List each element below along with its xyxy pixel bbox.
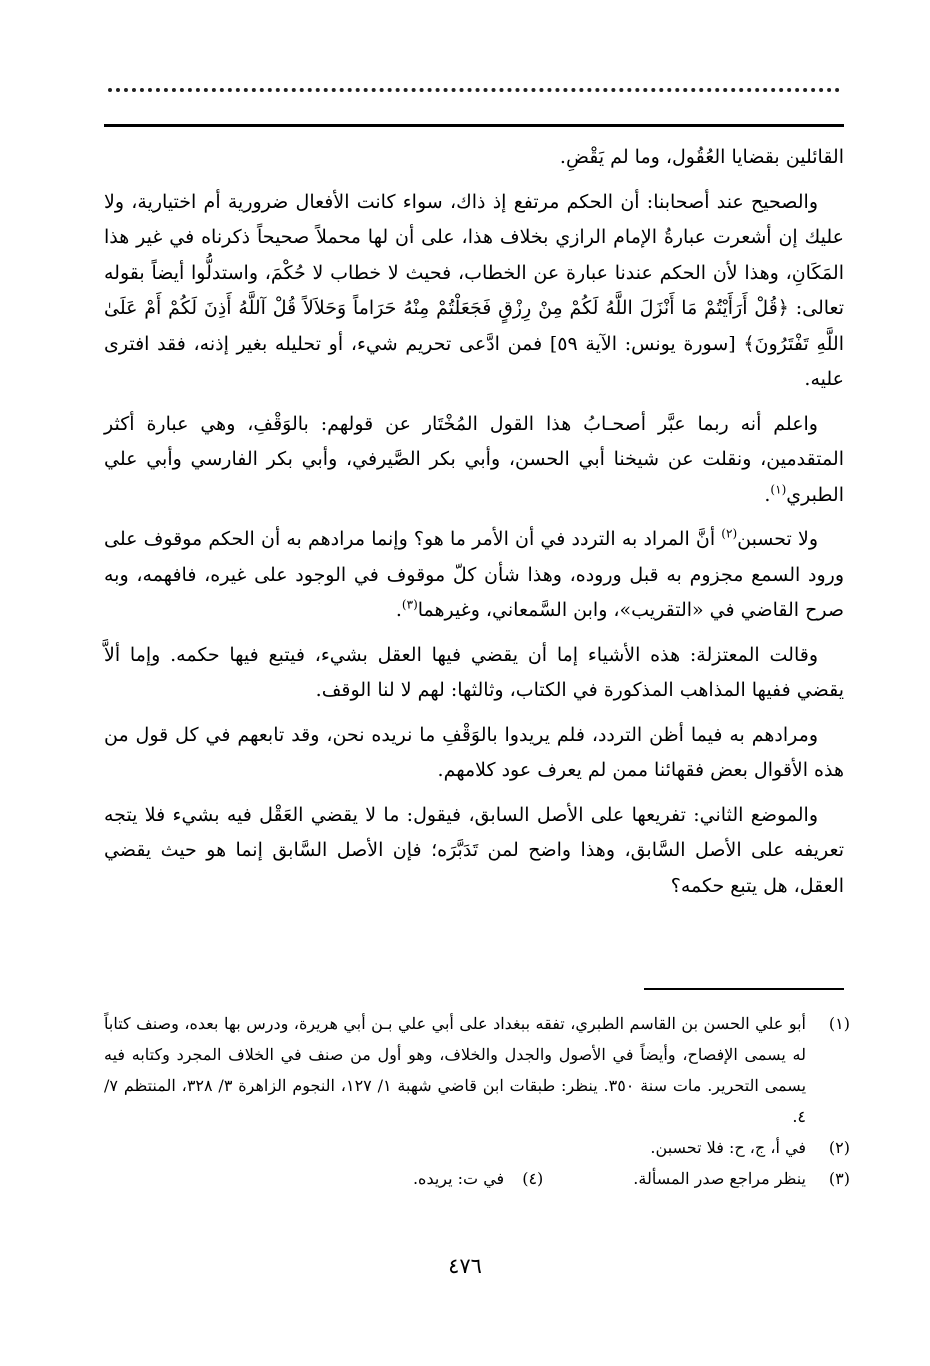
paragraph-4-start: ولا تحسبن [737,528,818,550]
header-rule [104,124,844,127]
footnote-number: (٣) [828,1169,850,1188]
paragraph-2: والصحيح عند أصحابنا: أن الحكم مرتفع إذ ذاك، سواء كانت الأفعال ضرورية أم اختيارية، ولا عليك إن أشعرت عبارةُ الإمام الرازي بخلاف هذا، على أن لها محملاً صحيحاً ذكرناه في غير هذا المَكَانِ، وهذا لأن الحكم عندنا عبارة عن الخطاب، فحيث لا خطاب لا حُكْمَ، واستدلُّوا أيضاً بقوله تعالى: ﴿قُلْ أَرَأَيْتُمْ مَا أَنْزَلَ اللَّهُ لَكُمْ مِنْ رِزْقٍ فَجَعَلْتُمْ مِنْهُ حَرَاماً وَحَلاَلاً قُلْ آللَّهُ أَذِنَ لَكُمْ أَمْ عَلَىٰ اللَّهِ تَفْتَرُونَ﴾ [سورة يونس: الآية ٥٩] فمن ادَّعى تحريم شيء، أو تحليله بغير إذنه، فقد افترى عليه. [104,190,844,390]
footnotes-3-4-row [104,1163,850,1194]
footnote-text: في أ، ج، ح: فلا تحسبن. [650,1138,806,1157]
footnote-number: (١) [828,1014,850,1033]
footnote-1 [104,1008,850,1132]
footnote-separator [644,988,844,990]
footnote-number: (٤) [522,1169,544,1188]
paragraph-4-end: . [395,599,402,621]
paragraph-4-text: أنَّ المراد به التردد في أن الأمر ما هو؟ وإنما مرادهم به أن الحكم موقوف على ورود السمع مجزوم به قبل وروده، وهذا شأن كلّ موقوف في الوجود على غيره، فافهمه، وبه صرح القاضي في «التقريب»، وابن السَّمعاني، وغيرهما [104,528,844,621]
footnote-ref-3: (٣) [401,597,418,612]
paragraph-3-end: . [764,483,771,506]
footnote-2 [104,1132,850,1163]
paragraph-6: ومرادهم به فيما أظن التردد، فلم يريدوا بالوَقْفِ ما نريده نحن، وقد تابعهم في كل قول من هذه الأقوال بعض فقهائنا ممن لم يعرف عود كلامهم. [104,723,844,781]
footnote-ref-1: (١) [770,482,787,497]
main-text [104,140,844,904]
footnotes [104,1008,850,1194]
footnote-text: أبو علي الحسن بن القاسم الطبري، تفقه ببغداد على أبي علي بـن أبي هريرة، ودرس بها بعده، وصنف كتاباً له يسمى الإفصاح، وأيضاً في الأصول والجدل والخلاف، وهو أول من صنف في الخلاف المجرد وكتابه فيه يسمى التحرير. مات سنة ٣٥٠. ينظر: طبقات ابن قاضي شهبة ١/ ١٢٧، النجوم الزاهرة ٣/ ٣٢٨، المنتظم ٧/ ٤. [104,1014,807,1126]
page-number: ٤٧٦ [448,1254,482,1278]
paragraph-7: والموضع الثاني: تفريعها على الأصل السابق، فيقول: ما لا يقضي العَقْل فيه بشيء فلا يتجه تعريفه على الأصل السَّابق، وهذا واضح لمن تَدَبَّرَه؛ فإن الأصل السَّابق إنما هو حيث يقضي العقل، هل يتبع حكمه؟ [104,803,844,897]
footnote-ref-2: (٢) [721,526,738,541]
paragraph-1: القائلين بقضايا العُقُول، وما لم يَقْضِ. [559,146,844,168]
paragraph-3 [104,407,844,514]
footnote-number: (٢) [828,1138,850,1157]
paragraph-5: وقالت المعتزلة: هذه الأشياء إما أن يقضي فيها العقل بشيء، فيتبع فيها حكمه. وإما ألاَّ يقضي ففيها المذاهب المذكورة في الكتاب، وثالثها: لهم لا لنا الوقف. [104,643,844,701]
footnote-text: ينظر مراجع صدر المسألة. [633,1169,806,1188]
header-dotted-line [108,88,840,92]
footnote-text: في ت: يريده. [412,1169,505,1188]
paragraph-4 [104,522,844,629]
paragraph-3-text: واعلم أنه ربما عبَّر أصحـابُ هذا القول المُخْتَار عن قولهم: بالوَقْفِ، وهي عبارة أكثر المتقدمين، ونقلت عن شيخنا أبي الحسن، وأبي بكر الصَّيرفي، وأبي بكر الفارسي وأبي علي الطبري [104,412,844,506]
